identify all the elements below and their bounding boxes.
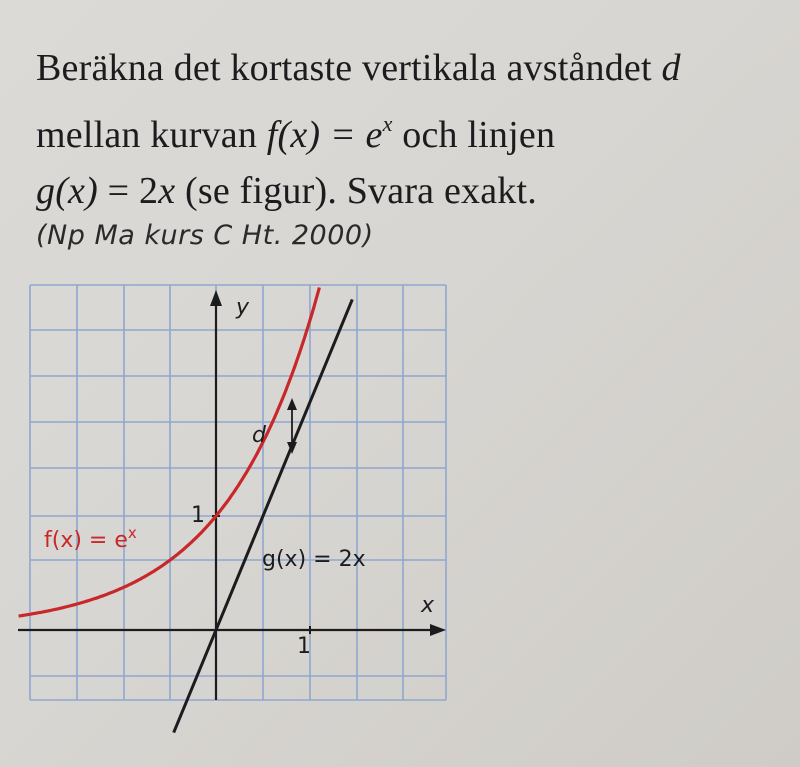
source-reference: (Np Ma kurs C Ht. 2000)	[36, 220, 374, 251]
exponent-x: x	[382, 111, 393, 136]
problem-line-2: mellan kurvan $f(x) = e^x$ och linjen	[36, 111, 556, 156]
curve-label: $f(x) = e^x$	[44, 524, 137, 553]
function-graph	[0, 260, 800, 767]
function-g: g(x)	[36, 170, 98, 212]
distance-arrow	[287, 398, 297, 454]
variable-d: d	[661, 47, 681, 89]
problem-text	[36, 40, 776, 219]
x-tick-label: 1	[297, 634, 311, 659]
x-axis-label: x	[421, 593, 435, 618]
function-f: f(x) = e	[266, 114, 383, 156]
x-axis	[18, 624, 446, 636]
problem-line-3: g(x) = 2x (se figur). Svara exakt.	[36, 170, 537, 212]
y-tick-label: 1	[191, 503, 205, 528]
grid	[30, 285, 446, 700]
problem-line-1: Beräkna det kortaste vertikala avståndet d	[36, 47, 681, 89]
line-label: g(x) = 2x	[262, 547, 366, 572]
y-axis-label: y	[236, 295, 250, 320]
distance-label: d	[252, 423, 266, 448]
